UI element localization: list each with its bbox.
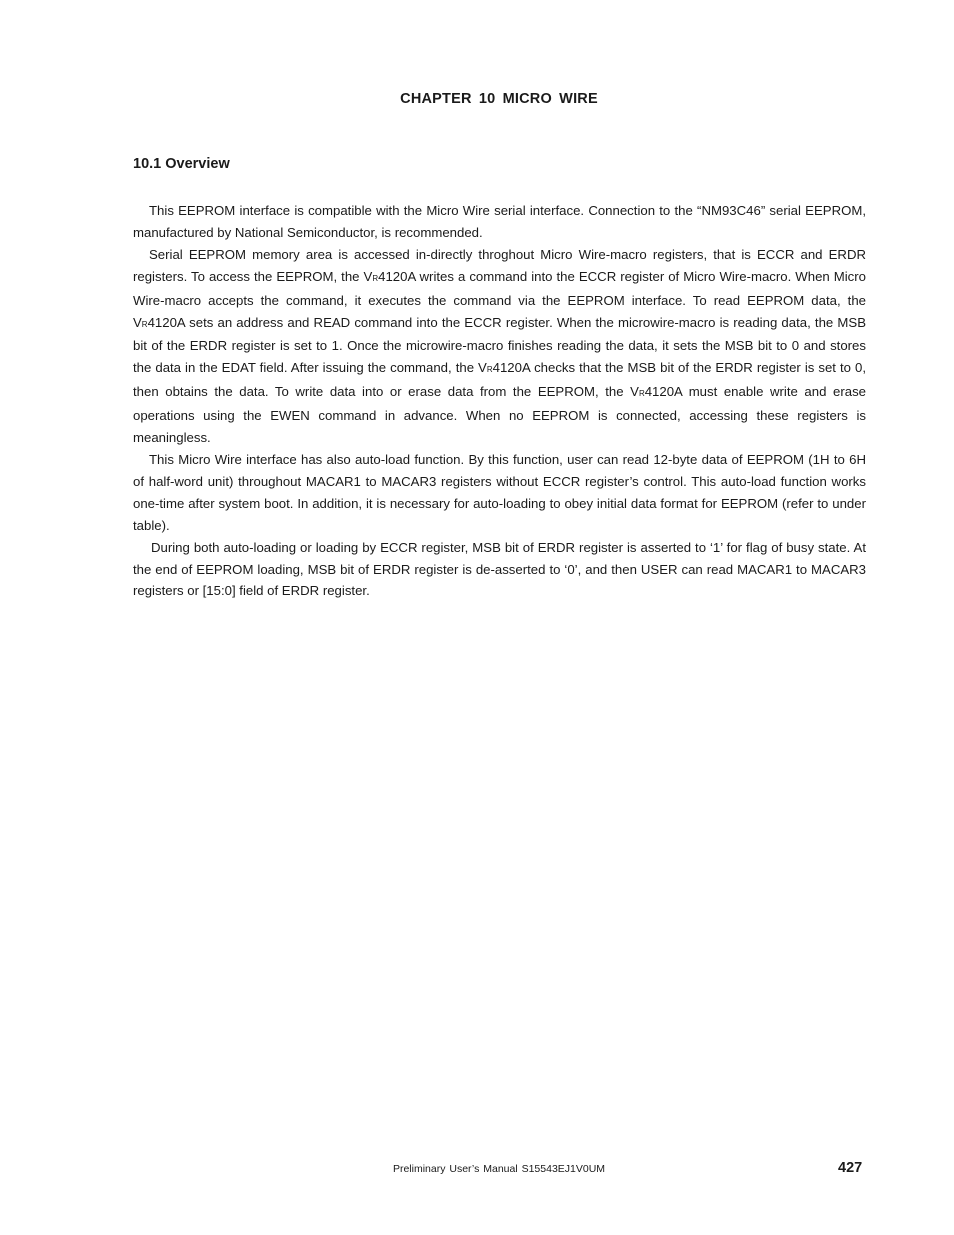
text-segment: 4120A writes a command into the ECCR register of Micro Wire-macro. When Micro Wire-macro accepts the command, it executes the command via the EEPROM interface. To read EEPROM data, the V [133, 268, 866, 330]
body-text [133, 200, 866, 602]
page-number: 427 [838, 1160, 863, 1176]
paragraph-compatibility: This EEPROM interface is compatible with the Micro Wire serial interface. Connection to the “NM93C46” serial EEPROM, manufactured by National Semiconductor, is recommended. [133, 203, 866, 240]
subscript-r: R [486, 365, 493, 375]
paragraph-busy-flag: During both auto-loading or loading by ECCR register, MSB bit of ERDR register is asserted to ‘1’ for flag of busy state. At the end of EEPROM loading, MSB bit of ERDR register is de-asserted to ‘0’, and then USER can read MACAR1 to MACAR3 registers or [15:0] field of ERDR register. [133, 539, 866, 599]
text-segment: 4120A must enable write and erase operations using the EWEN command in advance. When no EEPROM is connected, accessing these registers is meaningless. [133, 384, 866, 446]
text-segment: 4120A checks that the MSB bit of the ERDR register is set to 0, then obtains the data. To write data into or erase data from the EEPROM, the V [133, 360, 866, 400]
paragraph-register-access [133, 244, 866, 449]
subscript-r: R [372, 273, 379, 283]
chapter-title: CHAPTER 10 MICRO WIRE [400, 91, 598, 107]
subscript-r: R [638, 389, 645, 399]
paragraph-auto-load: This Micro Wire interface has also auto-load function. By this function, user can read 12-byte data of EEPROM (1H to 6H of half-word unit) throughout MACAR1 to MACAR3 registers without ECCR register’s control. This auto-load function works one-time after system boot. In addition, it is necessary for auto-loading to obey initial data format for EEPROM (refer to under table). [133, 451, 866, 533]
footer-manual-title: Preliminary User’s Manual S15543EJ1V0UM [392, 1163, 606, 1175]
section-heading: 10.1 Overview [133, 156, 230, 172]
text-segment: 4120A sets an address and READ command into the ECCR register. When the microwire-macro is reading data, the MSB bit of the ERDR register is set to 1. Once the microwire-macro finishes reading the data, it sets the MSB bit to 0 and stores the data in the EDAT field. After issuing the command, the V [133, 314, 866, 376]
subscript-r: R [141, 319, 148, 329]
text-segment: Serial EEPROM memory area is accessed in-directly throghout Micro Wire-macro registers, that is ECCR and ERDR registers. To access the EEPROM, the V [133, 246, 866, 284]
